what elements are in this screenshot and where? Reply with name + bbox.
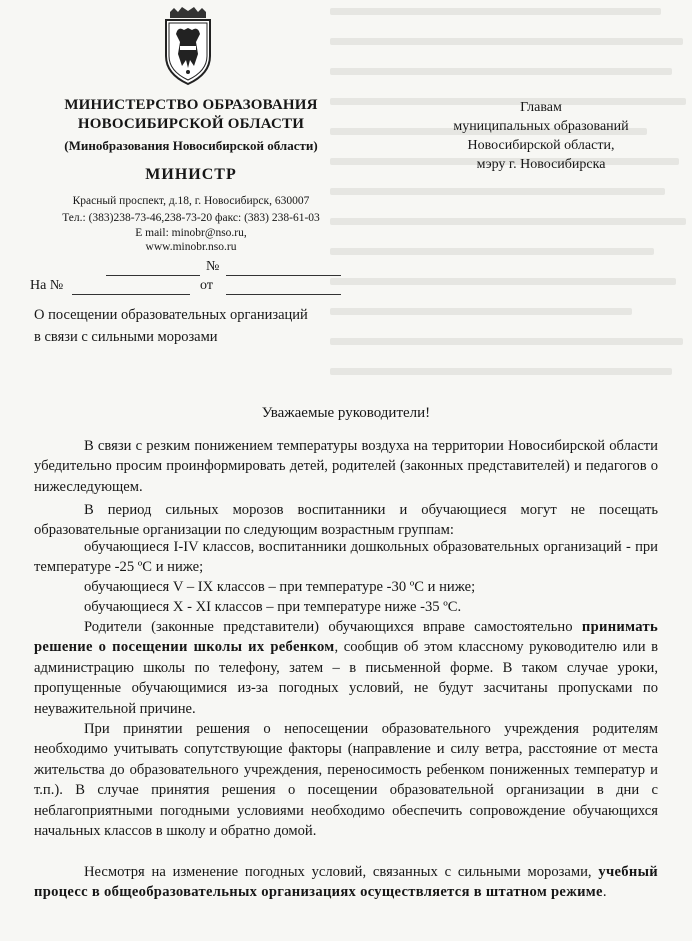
list-item-grades-5-9: обучающиеся V – IX классов – при температуре -30 ºС и ниже; <box>84 579 476 595</box>
ref-from-label: от <box>200 278 213 293</box>
ref-number-label: На № <box>30 278 64 293</box>
paragraph-regular-mode <box>34 862 658 903</box>
recipient-line3: Новосибирской области, <box>467 138 615 153</box>
regular-mode-bold: учебный процесс в общеобразовательных организациях осуществляется в штатном режиме <box>34 864 658 901</box>
ref-date-blank-line <box>226 294 341 295</box>
paragraph-factors: При принятии решения о непосещении образовательного учреждения родителям необходимо учитывать сопутствующие факторы (направление и силу ветра, расстояние от места жительства до образовательного учреждения, переносимость ребенком пониженных температур и т.п.). В случае принятия решения о посещении образовательной организации в дни с неблагоприятными погодными условиями необходимо обеспечить сопровождение обучающихся начальных классов в школу и обратно домой. <box>34 721 658 840</box>
sender-title: МИНИСТР <box>145 166 237 183</box>
coat-of-arms-icon <box>160 6 216 86</box>
subject-line2: в связи с сильными морозами <box>34 329 218 345</box>
regular-mode-text-start: Несмотря на изменение погодных условий, связанных с сильными морозами, <box>84 864 599 880</box>
org-address: Красный проспект, д.18, г. Новосибирск, 630007 <box>72 195 310 207</box>
list-item-grades-1-4: обучающиеся I-IV классов, воспитанники дошкольных образовательных организаций - при температуре -25 ºС и ниже; <box>34 539 658 576</box>
paragraph-temperature-drop: В связи с резким понижением температуры воздуха на территории Новосибирской области убедительно просим проинформировать детей, родителей (законных представителей) и педагогов о нижеследующем. <box>34 438 658 495</box>
list-item-grades-10-11: обучающиеся X - XI классов – при температуре ниже -35 ºС. <box>84 599 462 615</box>
parents-decision-bold: принимать решение о посещении школы их ребенком <box>34 619 658 656</box>
org-name-line2: НОВОСИБИРСКОЙ ОБЛАСТИ <box>77 116 305 132</box>
ref-number-blank-line <box>72 294 190 295</box>
paragraph-age-groups: В период сильных морозов воспитанники и обучающиеся могут не посещать образовательные организации по следующим возрастным группам: <box>34 502 658 539</box>
parents-decision-text-start: Родители (законные представители) обучающихся вправе самостоятельно <box>84 619 582 635</box>
org-email: E mail: minobr@nso.ru, <box>135 227 247 239</box>
recipient-line4: мэру г. Новосибирска <box>476 157 606 172</box>
date-blank-line <box>106 275 200 276</box>
bleed-through-text <box>330 0 690 380</box>
subject-line1: О посещении образовательных организаций <box>34 307 308 323</box>
org-website: www.minobr.nso.ru <box>145 241 237 253</box>
org-short-name: (Минобразования Новосибирской области) <box>64 138 318 153</box>
greeting: Уважаемые руководители! <box>261 405 431 421</box>
regular-mode-text-end: . <box>602 884 607 901</box>
number-label: № <box>206 259 220 274</box>
recipient-line2: муниципальных образований <box>453 119 629 134</box>
paragraph-parents-decision <box>34 617 658 719</box>
recipient-line1: Главам <box>520 100 562 115</box>
org-name-line1: МИНИСТЕРСТВО ОБРАЗОВАНИЯ <box>64 97 318 113</box>
org-phone: Тел.: (383)238-73-46,238-73-20 факс: (383) 238-61-03 <box>62 212 320 224</box>
parents-decision-text-end: , сообщив об этом классному руководителю или в администрацию школы по телефону, затем – в письменной форме. В таком случае уроки, пропущенные обучающимися из-за погодных условий, не будут засчитаны пропусками по неуважительной причине. <box>34 639 659 717</box>
number-blank-line <box>226 275 341 276</box>
